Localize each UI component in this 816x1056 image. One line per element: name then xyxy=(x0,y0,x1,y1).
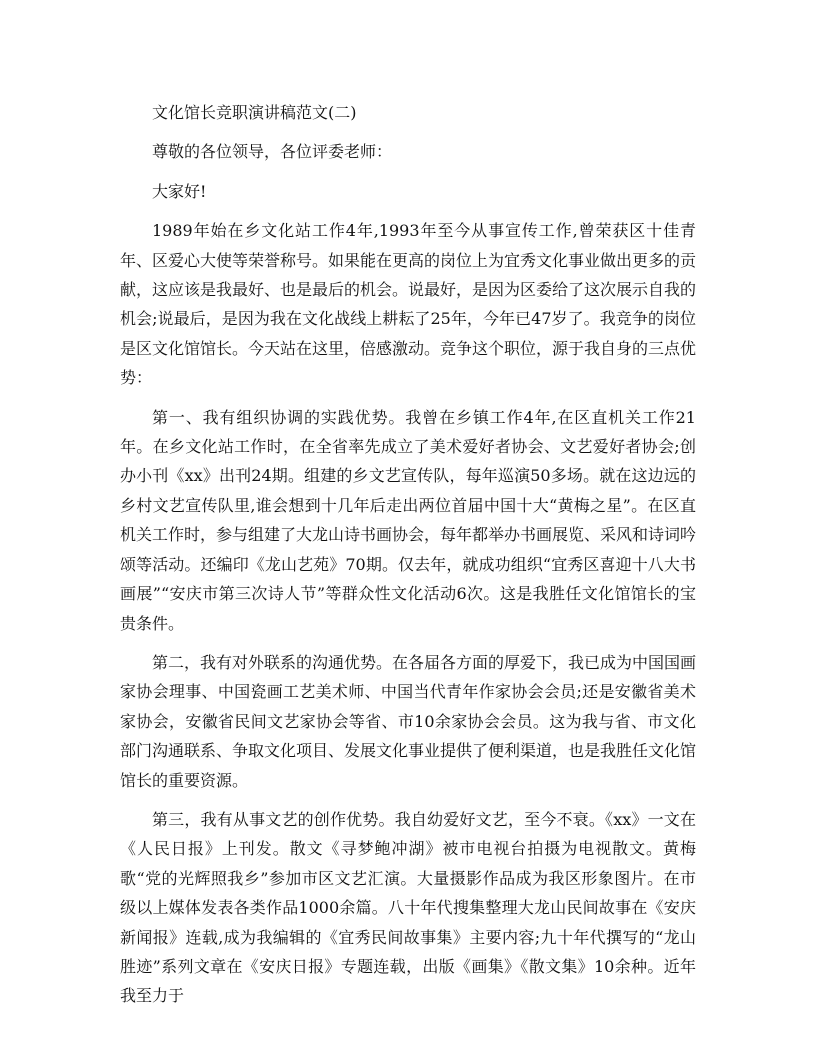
paragraph-advantage-one: 第一、我有组织协调的实践优势。我曾在乡镇工作4年,在区直机关工作21年。在乡文化站工作时，在全省率先成立了美术爱好者协会、文艺爱好者协会;创办小刊《xx》出刊24期。组建的乡文艺宣传队，每年巡演50多场。就在这边远的乡村文艺宣传队里,谁会想到十几年后走出两位首届中国十大“黄梅之星”。在区直机关工作时，参与组建了大龙山诗书画协会，每年都举办书画展览、采风和诗词吟颂等活动。还编印《龙山艺苑》70期。仅去年，就成功组织“宜秀区喜迎十八大书画展”“安庆市第三次诗人节”等群众性文化活动6次。这是我胜任文化馆馆长的宝贵条件。 xyxy=(120,407,697,633)
paragraph-intro: 1989年始在乡文化站工作4年,1993年至今从事宣传工作,曾荣获区十佳青年、区爱心大使等荣誉称号。如果能在更高的岗位上为宜秀文化事业做出更多的贡献，这应该是我最好、也是最后的机会。说最好，是因为区委给了这次展示自我的机会;说最后，是因为我在文化战线上耕耘了25年，今年已47岁了。我竞争的岗位是区文化馆馆长。今天站在这里，倍感激动。竞争这个职位，源于我自身的三点优势： xyxy=(120,221,697,388)
paragraph-advantage-two: 第二，我有对外联系的沟通优势。在各届各方面的厚爱下，我已成为中国国画家协会理事、中国瓷画工艺美术师、中国当代青年作家协会会员;还是安徽省美术家协会，安徽省民间文艺家协会等省、市10余家协会会员。这为我与省、市文化部门沟通联系、争取文化项目、发展文化事业提供了便利渠道，也是我胜任文化馆馆长的重要资源。 xyxy=(120,652,697,790)
document-title: 文化馆长竞职演讲稿范文(二) xyxy=(152,103,357,122)
document-page xyxy=(120,98,696,1011)
greeting: 大家好! xyxy=(152,181,207,201)
salutation: 尊敬的各位领导，各位评委老师： xyxy=(152,142,393,162)
paragraph-advantage-three: 第三，我有从事文艺的创作优势。我自幼爱好文艺，至今不衰。《xx》一文在《人民日报》上刊发。散文《寻梦鲍冲湖》被市电视台拍摄为电视散文。黄梅歌“党的光辉照我乡”参加市区文艺汇演。大量摄影作品成为我区形象图片。在市级以上媒体发表各类作品1000余篇。八十年代搜集整理大龙山民间故事在《安庆新闻报》连载,成为我编辑的《宜秀民间故事集》主要内容;九十年代撰写的“龙山胜迹”系列文章在《安庆日报》专题连载，出版《画集》《散文集》10余种。近年我至力于 xyxy=(120,809,696,1006)
